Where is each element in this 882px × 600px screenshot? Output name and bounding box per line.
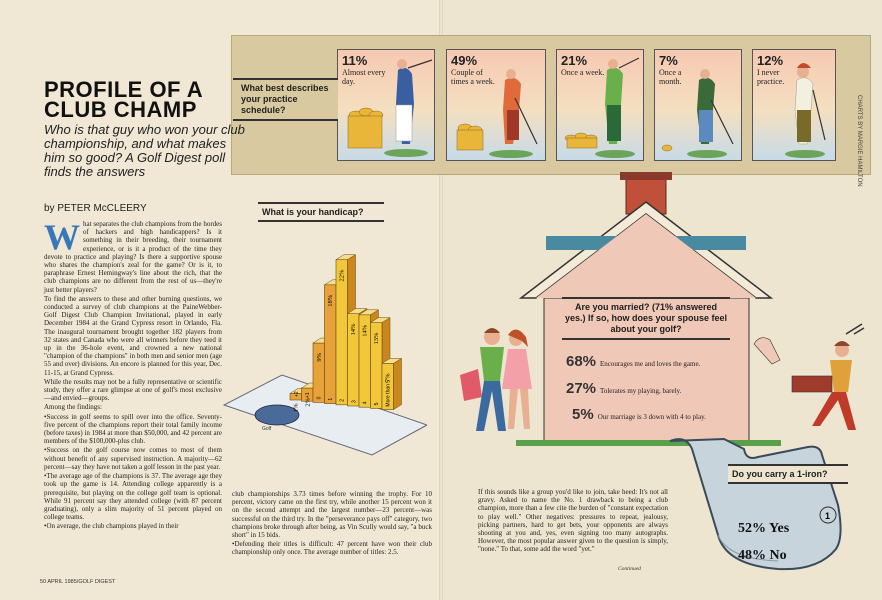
iron-no: 48% No	[738, 548, 787, 563]
paragraph-7: •The average age of the champions is 37. The average age they took up the game is 14. Attending college apparently is a prerequisite, but playing on the college golf team is optional. While 91 percent say they attended college (with 87 percent graduating), only a slim majority of 51 percent played on college teams.	[44, 472, 222, 522]
tick-label-8: More than 5	[385, 379, 392, 407]
tick-label-6: 4	[362, 401, 369, 405]
paragraph-1-text: hat separates the club champions from the hordes of hackers and high handicappers? Is it something in their breeding, their tournament experience, or is it a product of the time they devote to practice and playing? Is there a supportive spouse who shares the champion's zeal for the game? Or is it, to paraphrase Ernest Hemingway's line about the rich, that the club champions are no different from the rest of us—they're just better players?	[44, 220, 222, 294]
tick-label-2: 0	[316, 396, 323, 400]
bar-label-4: 22%	[338, 269, 346, 282]
married-row-1	[566, 353, 700, 370]
married-text-3: Our marriage is 3 down with 4 to play.	[597, 413, 706, 421]
svg-text:Golf: Golf	[262, 426, 272, 432]
page-folio: 50 APRIL 1985/GOLF DIGEST	[40, 579, 116, 585]
tick-label-5: 3	[351, 400, 358, 403]
body-column-1	[44, 217, 222, 532]
couple-illustration	[450, 325, 570, 445]
headline-line-2: CLUB CHAMP	[44, 97, 197, 122]
bars-group	[290, 255, 402, 412]
married-row-2	[566, 380, 681, 397]
handicap-chart-title: What is your handicap?	[258, 202, 384, 222]
practice-question: What best describes your practice schedule?	[233, 78, 338, 121]
married-question: Are you married? (71% answered yes.) If so, how does your spouse feel about your golf?	[562, 297, 730, 340]
married-pct-2: 27%	[566, 380, 597, 397]
paragraph-1	[44, 217, 222, 294]
practice-caption-1: Almost every day.	[342, 68, 386, 86]
bar-label-0: 1%	[292, 403, 300, 413]
bar-label-6: 14%	[361, 324, 369, 337]
paragraph-8: •On average, the club champions played in their	[44, 522, 179, 531]
handicap-chart	[222, 225, 427, 470]
tick-label-7: 5	[374, 402, 381, 406]
married-pct-1: 68%	[566, 353, 597, 370]
article-headline	[44, 77, 234, 122]
tick-label-1: +1	[305, 392, 312, 399]
married-row-3	[572, 406, 706, 423]
practice-caption-2: Couple of times a week.	[451, 68, 495, 86]
tick-label-4: 2	[339, 399, 346, 402]
practice-caption-4: Once a month.	[659, 68, 682, 86]
practice-pct-3: 21%	[561, 53, 588, 68]
practice-panel-2	[446, 49, 546, 161]
practice-pct-1: 11%	[342, 53, 368, 68]
body-column-2	[232, 490, 432, 558]
married-pct-3: 5%	[572, 406, 594, 423]
runner-illustration	[750, 320, 870, 440]
practice-panel-5	[752, 49, 836, 161]
article-dek: Who is that guy who won your club championship, and what makes him so good? A Golf Digest poll finds the answers	[44, 122, 245, 179]
bar-label-2: 9%	[315, 353, 323, 362]
practice-pct-4: 7%	[659, 53, 678, 68]
chart-credit: CHARTS BY MARGIE HAMILTON	[856, 95, 862, 187]
practice-panel-3	[556, 49, 644, 161]
bar-8	[382, 358, 402, 409]
practice-caption-5: I never practice.	[757, 68, 785, 86]
iron-question: Do you carry a 1-iron?	[728, 464, 848, 484]
paragraph-3: While the results may not be a fully representative or scientific study, they offer a rare glimpse at one of golf's most exclusive—and envied—groups.	[44, 377, 222, 403]
byline: by PETER McCLEERY	[44, 203, 147, 214]
married-text-2: Tolerates my playing, barely.	[600, 387, 682, 395]
paragraph-2: To find the answers to these and other burning questions, we conducted a survey of club champions at the PaineWebber-Golf Digest Club Champion Invitational, played in early December 1984 at the Grand Cypress resort in Orlando, Fla. The inaugural tournament brought together 182 players from 32 states and Canada who were all winners before they teed it up in the 36-hole event, and crowned a new national "champion of the champions" in both men and senior men (age 55 and over) divisions. An encore is planned for this year, Dec. 11-15, at Grand Cypress.	[44, 294, 222, 377]
col3-paragraph-1: If this sounds like a group you'd like to join, take heed: It's not all gravy. Asked to name the No. 1 drawback to being a club champion, more than a few cite the burden of "constant expectation to play well." Other negatives: pressures to repeat, jealousy, picking partners, hard to get bets, your opponents are always shooting at you and, yes, even signing too many autographs. However, the most popular answer given to the question is simply, "none." To that, some add the word "yet."	[478, 488, 668, 554]
headline-line-1: PROFILE OF A	[44, 77, 204, 102]
practice-pct-5: 12%	[757, 53, 784, 68]
col2-paragraph-2: •Defending their titles is difficult: 47 percent have won their club championship only once. The average number of titles: 2.5.	[232, 540, 432, 557]
paragraph-6: •Success on the golf course now comes to most of them without benefit of any supervised instruction. A majority—62 percent—say they have not taken a golf lesson in the past year.	[44, 446, 222, 471]
tick-label-3: 1	[328, 397, 335, 401]
bar-label-1: 2%	[304, 398, 312, 407]
practice-pct-2: 49%	[451, 53, 478, 68]
paragraph-5: •Success in golf seems to spill over into the office. Seventy-five percent of the champions report their total family income (before taxes) in 1984 at more than $50,000, and 42 percent are members of the $100,000-plus club.	[44, 412, 222, 446]
practice-panel-4	[654, 49, 742, 161]
dropcap: W	[44, 217, 80, 257]
bar-label-5: 14%	[350, 323, 358, 336]
practice-caption-3: Once a week.	[561, 68, 605, 77]
paragraph-4: Among the findings:	[44, 403, 102, 412]
body-column-3	[478, 488, 668, 555]
col2-paragraph-1: club championships 3.73 times before winning the trophy. For 10 percent, victory came on the first try, while another 15 percent won it on the second attempt and the largest number—23 percent—was successful on the third try. In the "perseverance pays off" category, two champions broke through after being, as Vin Scully would say, "a buck short" in 15 bids.	[232, 490, 432, 540]
iron-yes: 52% Yes	[738, 521, 790, 536]
iron-club-illustration	[660, 435, 850, 595]
bar-label-3: 18%	[327, 294, 335, 307]
practice-panel-1	[337, 49, 435, 161]
continued-note: Continued	[618, 566, 641, 572]
club-number: 1	[825, 511, 831, 521]
bar-label-7: 13%	[373, 332, 381, 345]
tick-label-0: +2	[293, 391, 300, 397]
bar-label-8: 7%	[384, 373, 392, 383]
married-text-1: Encourages me and loves the game.	[600, 360, 701, 368]
